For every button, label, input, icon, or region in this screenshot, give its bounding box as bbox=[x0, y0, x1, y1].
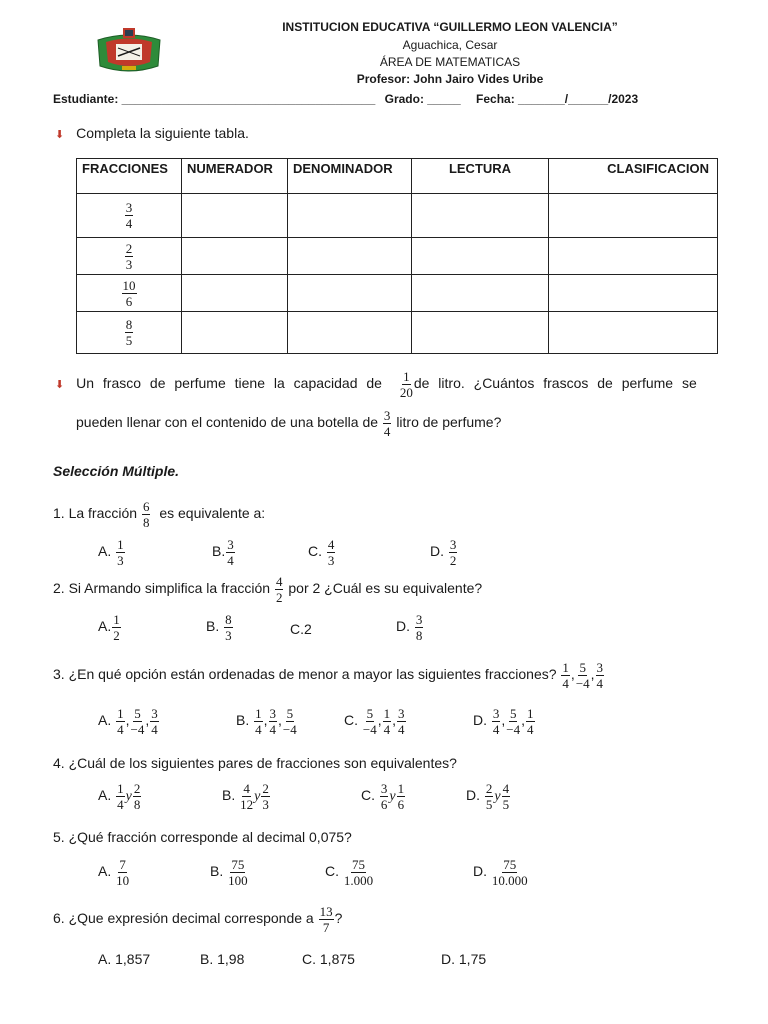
grade-label: Grado: _____ bbox=[384, 92, 461, 106]
school-name: INSTITUCION EDUCATIVA “GUILLERMO LEON VALENCIA” bbox=[282, 20, 618, 34]
problem-line-2: pueden llenar con el contenido de una botella de $\frac{3}{4}$ litro de perfume? bbox=[76, 408, 502, 439]
q1-option-a[interactable]: A. $\frac{1}{3}$ bbox=[98, 537, 124, 568]
lectura-cell[interactable] bbox=[412, 275, 549, 312]
fraction-cell: $\frac{8}{5}$ bbox=[77, 312, 182, 354]
q5-option-d[interactable]: D. $\frac{75}{10.000}$ bbox=[473, 857, 528, 888]
denominador-cell[interactable] bbox=[288, 312, 412, 354]
table-row bbox=[77, 194, 718, 238]
q3-option-d[interactable]: D. $\frac{3}{4}$ , $\frac{5}{-4}$ , $\frac{1}{4}$ bbox=[473, 706, 534, 737]
q6-option-c[interactable]: C. 1,875 bbox=[302, 951, 355, 967]
student-line bbox=[53, 92, 638, 106]
question-4: 4. ¿Cuál de los siguientes pares de fracciones son equivalentes? bbox=[53, 755, 457, 771]
q6-option-b[interactable]: B. 1,98 bbox=[200, 951, 245, 967]
q4-option-c[interactable]: C. $\frac{3}{6}$ y $\frac{1}{6}$ bbox=[361, 781, 405, 812]
numerador-cell[interactable] bbox=[182, 194, 288, 238]
denominador-cell[interactable] bbox=[288, 194, 412, 238]
clasificacion-cell[interactable] bbox=[549, 194, 718, 238]
q4-option-d[interactable]: D. $\frac{2}{5}$ y $\frac{4}{5}$ bbox=[466, 781, 510, 812]
clasificacion-cell[interactable] bbox=[549, 275, 718, 312]
question-1: 1. La fracción $\frac{6}{8}$ es equivalente a: bbox=[53, 499, 266, 530]
q3-option-b[interactable]: B. $\frac{1}{4}$ , $\frac{3}{4}$ , $\frac{5}{-4}$ bbox=[236, 706, 297, 737]
q6-option-a[interactable]: A. 1,857 bbox=[98, 951, 151, 967]
q2-option-a[interactable]: A. $\frac{1}{2}$ bbox=[98, 612, 120, 643]
q1-option-b[interactable]: B. $\frac{3}{4}$ bbox=[212, 537, 234, 568]
q5-option-c[interactable]: C. $\frac{75}{1.000}$ bbox=[325, 857, 374, 888]
q1-option-c[interactable]: C. $\frac{4}{3}$ bbox=[308, 537, 335, 568]
q2-option-b[interactable]: B. $\frac{8}{3}$ bbox=[206, 612, 232, 643]
fractions-table bbox=[76, 158, 718, 354]
fraction-cell: $\frac{3}{4}$ bbox=[77, 194, 182, 238]
lectura-cell[interactable] bbox=[412, 312, 549, 354]
question-6: 6. ¿Que expresión decimal corresponde a $\frac{13}{7}$ ? bbox=[53, 904, 343, 935]
q4-option-a[interactable]: A. $\frac{1}{4}$ y $\frac{2}{8}$ bbox=[98, 781, 141, 812]
q4-option-b[interactable]: B. $\frac{4}{12}$ y $\frac{2}{3}$ bbox=[222, 781, 269, 812]
student-label: Estudiante: ______________________________________ bbox=[53, 92, 376, 106]
q5-option-b[interactable]: B. $\frac{75}{100}$ bbox=[210, 857, 248, 888]
table-row bbox=[77, 312, 718, 354]
col-denominador: DENOMINADOR bbox=[288, 159, 412, 194]
denominador-cell[interactable] bbox=[288, 238, 412, 275]
problem-line-1: ⬇ Un frasco de perfume tiene la capacidad de $\frac{1}{20}$ de litro. ¿Cuántos frascos de perfume se bbox=[55, 369, 697, 400]
q3-option-c[interactable]: C. $\frac{5}{-4}$ , $\frac{1}{4}$ , $\frac{3}{4}$ bbox=[344, 706, 405, 737]
date-label: Fecha: _______/______/2023 bbox=[476, 92, 639, 106]
clasificacion-cell[interactable] bbox=[549, 238, 718, 275]
question-5: 5. ¿Qué fracción corresponde al decimal 0,075? bbox=[53, 829, 352, 845]
school-city: Aguachica, Cesar bbox=[402, 38, 498, 52]
question-3: 3. ¿En qué opción están ordenadas de menor a mayor las siguientes fracciones? $\frac{1}{4}$ , $\frac{5}{-4}$ , $\frac{3}{4}$ bbox=[53, 660, 604, 691]
q1-option-d[interactable]: D. $\frac{3}{2}$ bbox=[430, 537, 457, 568]
q2-option-c[interactable]: C.2 bbox=[290, 621, 312, 637]
school-logo bbox=[92, 26, 166, 76]
teacher-name: Profesor: John Jairo Vides Uribe bbox=[356, 72, 544, 86]
bullet-icon: ⬇ bbox=[55, 379, 65, 392]
col-fracciones: FRACCIONES bbox=[77, 159, 182, 194]
section-title: Selección Múltiple. bbox=[53, 463, 180, 479]
question-2: 2. Si Armando simplifica la fracción $\frac{4}{2}$ por 2 ¿Cuál es su equivalente? bbox=[53, 574, 483, 605]
lectura-cell[interactable] bbox=[412, 194, 549, 238]
q2-option-d[interactable]: D. $\frac{3}{8}$ bbox=[396, 612, 423, 643]
q3-option-a[interactable]: A. $\frac{1}{4}$ , $\frac{5}{-4}$ , $\frac{3}{4}$ bbox=[98, 706, 158, 737]
col-numerador: NUMERADOR bbox=[182, 159, 288, 194]
clasificacion-cell[interactable] bbox=[549, 312, 718, 354]
subject-area: ÁREA DE MATEMATICAS bbox=[379, 55, 521, 69]
table-row bbox=[77, 275, 718, 312]
col-lectura: LECTURA bbox=[412, 159, 549, 194]
col-clasificacion: CLASIFICACION bbox=[549, 159, 718, 194]
numerador-cell[interactable] bbox=[182, 312, 288, 354]
fraction-cell: $\frac{2}{3}$ bbox=[77, 238, 182, 275]
numerador-cell[interactable] bbox=[182, 275, 288, 312]
lectura-cell[interactable] bbox=[412, 238, 549, 275]
q6-option-d[interactable]: D. 1,75 bbox=[441, 951, 487, 967]
bullet-icon: ⬇ bbox=[55, 129, 65, 141]
table-row bbox=[77, 238, 718, 275]
numerador-cell[interactable] bbox=[182, 238, 288, 275]
fraction-cell: $\frac{10}{6}$ bbox=[77, 275, 182, 312]
q5-option-a[interactable]: A. $\frac{7}{10}$ bbox=[98, 857, 130, 888]
table-instruction: ⬇ Completa la siguiente tabla. bbox=[55, 125, 249, 141]
denominador-cell[interactable] bbox=[288, 275, 412, 312]
